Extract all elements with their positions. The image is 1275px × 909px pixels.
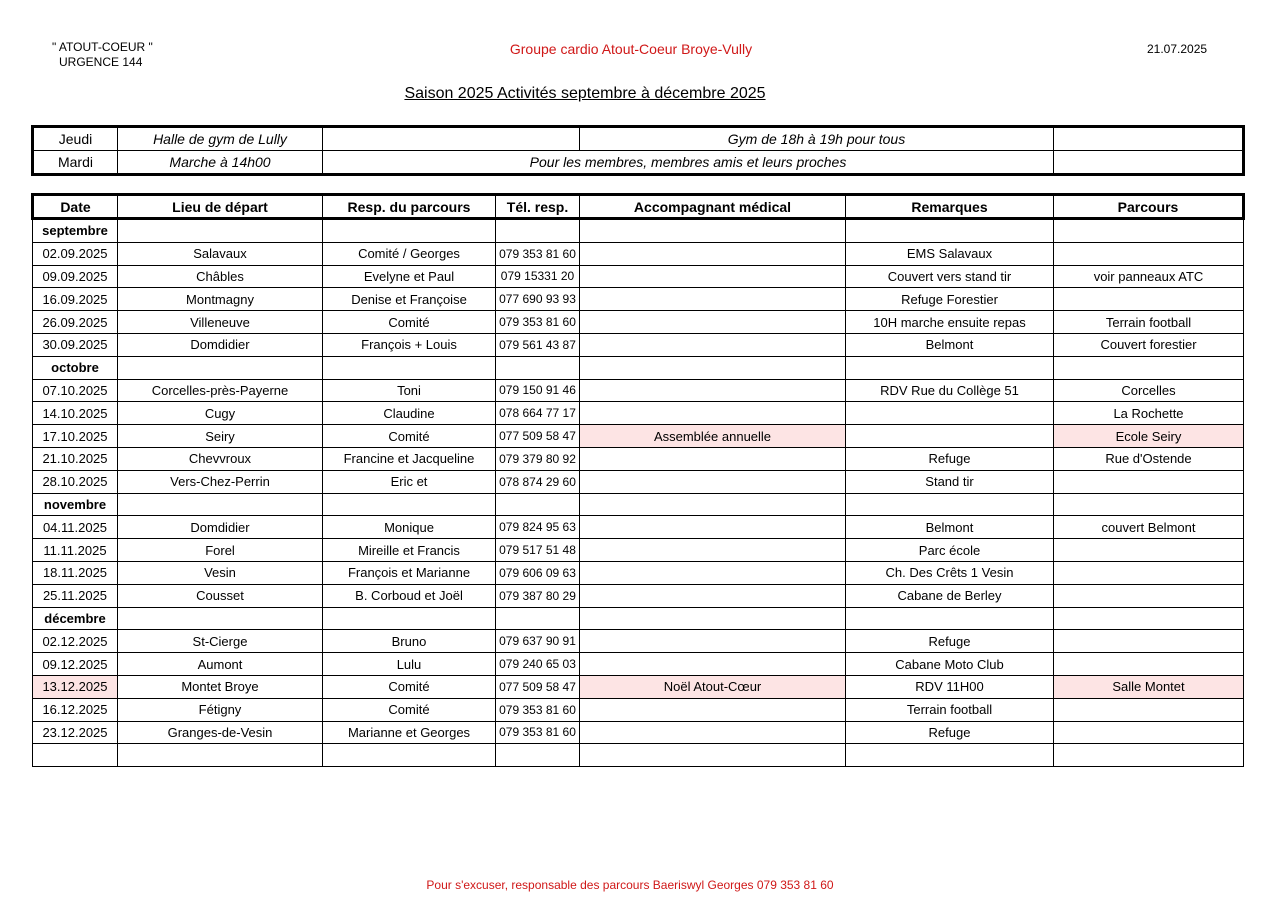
medical-cell xyxy=(580,447,846,470)
parcours-cell: voir panneaux ATC xyxy=(1054,265,1244,288)
parcours-cell: Terrain football xyxy=(1054,311,1244,334)
tel-cell: 079 637 90 91 xyxy=(496,630,580,653)
empty-cell xyxy=(846,607,1054,630)
resp-cell: Comité xyxy=(323,675,496,698)
tel-cell: 079 379 80 92 xyxy=(496,447,580,470)
remarques-cell xyxy=(846,425,1054,448)
column-header-resp: Resp. du parcours xyxy=(323,195,496,219)
tel-cell: 079 824 95 63 xyxy=(496,516,580,539)
org-line2: URGENCE 144 xyxy=(59,55,143,69)
tel-cell: 079 15331 20 xyxy=(496,265,580,288)
lieu-cell: Montmagny xyxy=(118,288,323,311)
empty-cell xyxy=(580,607,846,630)
weekly-row xyxy=(33,127,1244,151)
tel-cell: 078 874 29 60 xyxy=(496,470,580,493)
empty-cell xyxy=(846,219,1054,243)
remarques-cell: RDV 11H00 xyxy=(846,675,1054,698)
month-label: décembre xyxy=(33,607,118,630)
medical-cell xyxy=(580,311,846,334)
remarques-cell: Refuge xyxy=(846,630,1054,653)
medical-cell xyxy=(580,333,846,356)
medical-cell xyxy=(580,721,846,744)
resp-cell xyxy=(323,744,496,767)
table-row xyxy=(33,653,1244,676)
lieu-cell: Montet Broye xyxy=(118,675,323,698)
tel-cell: 079 517 51 48 xyxy=(496,539,580,562)
lieu-cell: Granges-de-Vesin xyxy=(118,721,323,744)
medical-cell: Noël Atout-Cœur xyxy=(580,675,846,698)
resp-cell: Eric et xyxy=(323,470,496,493)
table-row xyxy=(33,698,1244,721)
date-cell: 25.11.2025 xyxy=(33,584,118,607)
empty-cell xyxy=(1054,493,1244,516)
table-row xyxy=(33,470,1244,493)
weekly-info: Gym de 18h à 19h pour tous xyxy=(580,127,1054,151)
schedule-body xyxy=(33,219,1244,767)
tel-cell: 079 606 09 63 xyxy=(496,561,580,584)
tel-cell: 079 353 81 60 xyxy=(496,721,580,744)
tel-cell xyxy=(496,744,580,767)
empty-cell xyxy=(323,607,496,630)
remarques-cell: Terrain football xyxy=(846,698,1054,721)
date-cell: 04.11.2025 xyxy=(33,516,118,539)
resp-cell: François + Louis xyxy=(323,333,496,356)
parcours-cell xyxy=(1054,698,1244,721)
medical-cell xyxy=(580,698,846,721)
parcours-cell xyxy=(1054,630,1244,653)
empty-cell xyxy=(323,219,496,243)
table-row xyxy=(33,721,1244,744)
table-row xyxy=(33,630,1244,653)
empty-cell xyxy=(1054,607,1244,630)
resp-cell: Evelyne et Paul xyxy=(323,265,496,288)
date-cell: 11.11.2025 xyxy=(33,539,118,562)
resp-cell: Marianne et Georges xyxy=(323,721,496,744)
resp-cell: Claudine xyxy=(323,402,496,425)
resp-cell: Monique xyxy=(323,516,496,539)
parcours-cell xyxy=(1054,584,1244,607)
tel-cell: 077 509 58 47 xyxy=(496,675,580,698)
medical-cell xyxy=(580,242,846,265)
date-cell: 21.10.2025 xyxy=(33,447,118,470)
org-line1: " ATOUT-COEUR " xyxy=(52,40,153,54)
month-label: novembre xyxy=(33,493,118,516)
table-row xyxy=(33,675,1244,698)
month-row xyxy=(33,219,1244,243)
date-cell: 09.12.2025 xyxy=(33,653,118,676)
lieu-cell: Salavaux xyxy=(118,242,323,265)
document-date: 21.07.2025 xyxy=(1147,42,1208,56)
table-row xyxy=(33,516,1244,539)
remarques-cell: RDV Rue du Collège 51 xyxy=(846,379,1054,402)
remarques-cell: EMS Salavaux xyxy=(846,242,1054,265)
remarques-cell: Cabane de Berley xyxy=(846,584,1054,607)
date-cell: 02.12.2025 xyxy=(33,630,118,653)
parcours-cell xyxy=(1054,744,1244,767)
table-row xyxy=(33,584,1244,607)
parcours-cell xyxy=(1054,561,1244,584)
parcours-cell xyxy=(1054,288,1244,311)
tel-cell: 079 561 43 87 xyxy=(496,333,580,356)
date-cell: 17.10.2025 xyxy=(33,425,118,448)
tel-cell: 078 664 77 17 xyxy=(496,402,580,425)
parcours-cell: Ecole Seiry xyxy=(1054,425,1244,448)
empty-cell xyxy=(323,356,496,379)
column-header-remarques: Remarques xyxy=(846,195,1054,219)
weekly-day: Jeudi xyxy=(33,127,118,151)
parcours-cell: Rue d'Ostende xyxy=(1054,447,1244,470)
date-cell: 16.09.2025 xyxy=(33,288,118,311)
tel-cell: 079 353 81 60 xyxy=(496,242,580,265)
weekly-place: Halle de gym de Lully xyxy=(118,127,323,151)
remarques-cell: Refuge xyxy=(846,721,1054,744)
parcours-cell: Corcelles xyxy=(1054,379,1244,402)
table-row xyxy=(33,561,1244,584)
lieu-cell: Aumont xyxy=(118,653,323,676)
remarques-cell: Cabane Moto Club xyxy=(846,653,1054,676)
table-row xyxy=(33,744,1244,767)
parcours-cell xyxy=(1054,470,1244,493)
remarques-cell: Stand tir xyxy=(846,470,1054,493)
resp-cell: Denise et Françoise xyxy=(323,288,496,311)
parcours-cell: La Rochette xyxy=(1054,402,1244,425)
medical-cell xyxy=(580,561,846,584)
date-cell: 18.11.2025 xyxy=(33,561,118,584)
table-row xyxy=(33,402,1244,425)
resp-cell: Comité xyxy=(323,425,496,448)
empty-cell xyxy=(580,493,846,516)
footer-note: Pour s'excuser, responsable des parcours Baeriswyl Georges 079 353 81 60 xyxy=(426,878,834,892)
empty-cell xyxy=(846,493,1054,516)
empty-cell xyxy=(846,356,1054,379)
remarques-cell: Couvert vers stand tir xyxy=(846,265,1054,288)
column-header-lieu: Lieu de départ xyxy=(118,195,323,219)
date-cell: 30.09.2025 xyxy=(33,333,118,356)
month-row xyxy=(33,493,1244,516)
resp-cell: François et Marianne xyxy=(323,561,496,584)
parcours-cell xyxy=(1054,653,1244,676)
medical-cell xyxy=(580,288,846,311)
remarques-cell: Refuge xyxy=(846,447,1054,470)
tel-cell: 079 150 91 46 xyxy=(496,379,580,402)
table-row xyxy=(33,311,1244,334)
lieu-cell: Cugy xyxy=(118,402,323,425)
tel-cell: 079 353 81 60 xyxy=(496,311,580,334)
remarques-cell: Parc école xyxy=(846,539,1054,562)
table-row xyxy=(33,265,1244,288)
resp-cell: Comité / Georges xyxy=(323,242,496,265)
empty-cell xyxy=(580,356,846,379)
column-header-parcours: Parcours xyxy=(1054,195,1244,219)
lieu-cell: Villeneuve xyxy=(118,311,323,334)
page-title: Saison 2025 Activités septembre à décembre 2025 xyxy=(404,85,766,102)
weekly-day: Mardi xyxy=(33,151,118,175)
table-row xyxy=(33,539,1244,562)
empty-cell xyxy=(1054,219,1244,243)
empty-cell xyxy=(118,356,323,379)
parcours-cell xyxy=(1054,721,1244,744)
weekly-empty-cell xyxy=(323,127,580,151)
parcours-cell xyxy=(1054,242,1244,265)
resp-cell: Lulu xyxy=(323,653,496,676)
resp-cell: Comité xyxy=(323,698,496,721)
medical-cell xyxy=(580,653,846,676)
remarques-cell: Belmont xyxy=(846,516,1054,539)
month-label: septembre xyxy=(33,219,118,243)
remarques-cell xyxy=(846,402,1054,425)
empty-cell xyxy=(1054,356,1244,379)
lieu-cell: Domdidier xyxy=(118,333,323,356)
remarques-cell: 10H marche ensuite repas xyxy=(846,311,1054,334)
lieu-cell xyxy=(118,744,323,767)
medical-cell xyxy=(580,265,846,288)
empty-cell xyxy=(118,219,323,243)
table-row xyxy=(33,425,1244,448)
medical-cell xyxy=(580,402,846,425)
weekly-empty-cell xyxy=(1054,127,1244,151)
medical-cell xyxy=(580,470,846,493)
table-row xyxy=(33,447,1244,470)
date-cell: 02.09.2025 xyxy=(33,242,118,265)
resp-cell: Bruno xyxy=(323,630,496,653)
weekly-row xyxy=(33,151,1244,175)
medical-cell xyxy=(580,539,846,562)
remarques-cell xyxy=(846,744,1054,767)
date-cell: 28.10.2025 xyxy=(33,470,118,493)
table-row xyxy=(33,242,1244,265)
column-header-tel: Tél. resp. xyxy=(496,195,580,219)
tel-cell: 077 690 93 93 xyxy=(496,288,580,311)
lieu-cell: Fétigny xyxy=(118,698,323,721)
resp-cell: Comité xyxy=(323,311,496,334)
date-cell xyxy=(33,744,118,767)
lieu-cell: Vesin xyxy=(118,561,323,584)
table-row xyxy=(33,333,1244,356)
resp-cell: B. Corboud et Joël xyxy=(323,584,496,607)
column-header-medical: Accompagnant médical xyxy=(580,195,846,219)
lieu-cell: Forel xyxy=(118,539,323,562)
date-cell: 13.12.2025 xyxy=(33,675,118,698)
lieu-cell: Cousset xyxy=(118,584,323,607)
medical-cell xyxy=(580,630,846,653)
lieu-cell: Vers-Chez-Perrin xyxy=(118,470,323,493)
medical-cell: Assemblée annuelle xyxy=(580,425,846,448)
resp-cell: Toni xyxy=(323,379,496,402)
tel-cell: 079 240 65 03 xyxy=(496,653,580,676)
weekly-info: Pour les membres, membres amis et leurs proches xyxy=(323,151,1054,175)
date-cell: 09.09.2025 xyxy=(33,265,118,288)
group-title: Groupe cardio Atout-Coeur Broye-Vully xyxy=(509,41,753,57)
empty-cell xyxy=(323,493,496,516)
weekly-activities-table xyxy=(31,125,1245,176)
schedule-header-row xyxy=(33,195,1244,219)
empty-cell xyxy=(496,493,580,516)
lieu-cell: Corcelles-près-Payerne xyxy=(118,379,323,402)
date-cell: 26.09.2025 xyxy=(33,311,118,334)
empty-cell xyxy=(118,493,323,516)
remarques-cell: Ch. Des Crêts 1 Vesin xyxy=(846,561,1054,584)
parcours-cell: Salle Montet xyxy=(1054,675,1244,698)
parcours-cell xyxy=(1054,539,1244,562)
parcours-cell: couvert Belmont xyxy=(1054,516,1244,539)
weekly-place: Marche à 14h00 xyxy=(118,151,323,175)
date-cell: 14.10.2025 xyxy=(33,402,118,425)
schedule-table xyxy=(31,193,1245,767)
empty-cell xyxy=(496,356,580,379)
resp-cell: Mireille et Francis xyxy=(323,539,496,562)
table-row xyxy=(33,379,1244,402)
lieu-cell: Châbles xyxy=(118,265,323,288)
remarques-cell: Refuge Forestier xyxy=(846,288,1054,311)
lieu-cell: St-Cierge xyxy=(118,630,323,653)
month-label: octobre xyxy=(33,356,118,379)
tel-cell: 079 387 80 29 xyxy=(496,584,580,607)
date-cell: 23.12.2025 xyxy=(33,721,118,744)
medical-cell xyxy=(580,744,846,767)
parcours-cell: Couvert forestier xyxy=(1054,333,1244,356)
month-row xyxy=(33,356,1244,379)
lieu-cell: Seiry xyxy=(118,425,323,448)
empty-cell xyxy=(118,607,323,630)
tel-cell: 079 353 81 60 xyxy=(496,698,580,721)
remarques-cell: Belmont xyxy=(846,333,1054,356)
medical-cell xyxy=(580,379,846,402)
month-row xyxy=(33,607,1244,630)
empty-cell xyxy=(580,219,846,243)
date-cell: 07.10.2025 xyxy=(33,379,118,402)
empty-cell xyxy=(496,219,580,243)
column-header-date: Date xyxy=(33,195,118,219)
tel-cell: 077 509 58 47 xyxy=(496,425,580,448)
date-cell: 16.12.2025 xyxy=(33,698,118,721)
weekly-empty-cell xyxy=(1054,151,1244,175)
table-row xyxy=(33,288,1244,311)
resp-cell: Francine et Jacqueline xyxy=(323,447,496,470)
lieu-cell: Domdidier xyxy=(118,516,323,539)
medical-cell xyxy=(580,584,846,607)
medical-cell xyxy=(580,516,846,539)
empty-cell xyxy=(496,607,580,630)
lieu-cell: Chevvroux xyxy=(118,447,323,470)
